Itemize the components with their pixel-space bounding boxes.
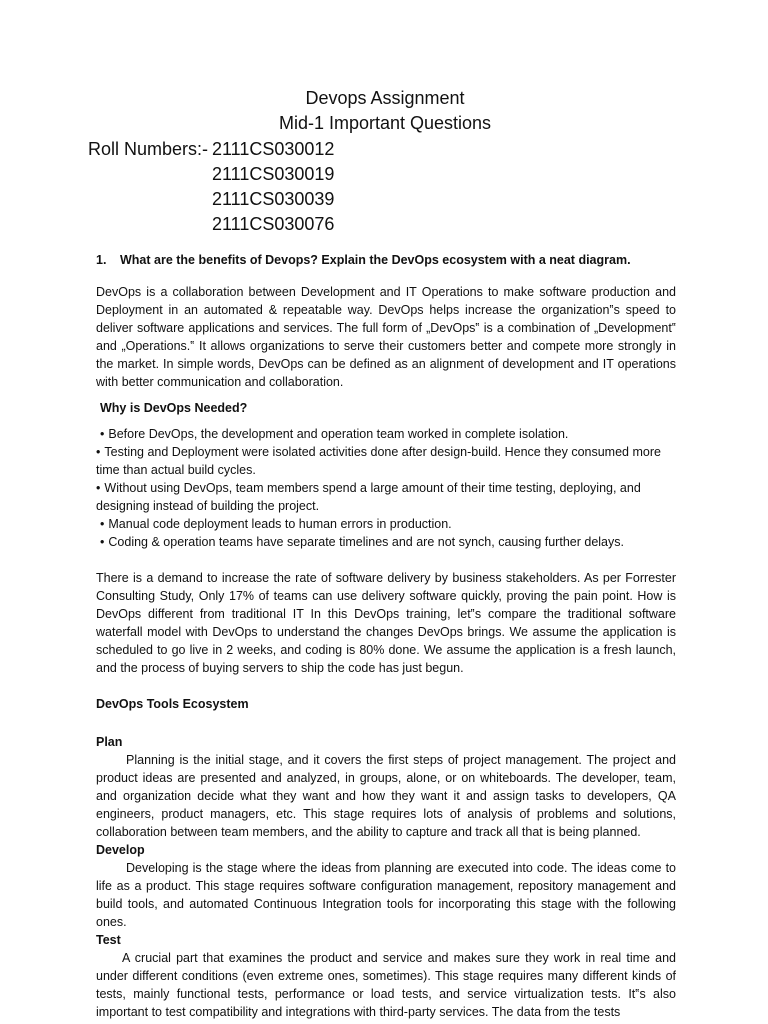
roll-number: 2111CS030012 (212, 139, 335, 159)
demand-paragraph: There is a demand to increase the rate of software delivery by business stakeholders. As per Forrester Consulting Study, Only 17% of teams can use delivery software quickly, proving the pain point. How is DevOps different from traditional IT In this DevOps training, let‟s compare the traditional software waterfall model with DevOps to understand the changes DevOps brings. We assume the application is scheduled to go live in 2 weeks, and coding is 80% done. We assume the application is a fresh launch, and the process of buying servers to ship the code has just begun. (96, 571, 676, 675)
roll-number: 2111CS030019 (212, 164, 335, 184)
why-heading: Why is DevOps Needed? (100, 401, 248, 415)
list-item: • Manual code deployment leads to human errors in production. (100, 517, 452, 531)
roll-numbers-label: Roll Numbers:- (88, 139, 209, 159)
ecosystem-heading: DevOps Tools Ecosystem (96, 697, 249, 711)
roll-number: 2111CS030039 (212, 189, 335, 209)
list-item: • Coding & operation teams have separate timelines and are not synch, causing further delays. (100, 535, 624, 549)
test-paragraph: A crucial part that examines the product and service and makes sure they work in real time and under different conditions (even extreme ones, sometimes). This stage requires many different kinds of tests, mainly functional tests, performance or load tests, and service virtualization tests. It‟s also important to test compatibility and integrations with third-party services. The data from the tests (96, 951, 676, 1019)
title-block (0, 86, 768, 136)
list-item: • Testing and Deployment were isolated activities done after design-build. Hence they consumed more time than actual build cycles. (96, 445, 661, 477)
question-heading (96, 251, 676, 269)
question-text: What are the benefits of Devops? Explain the DevOps ecosystem with a neat diagram. (120, 253, 631, 267)
intro-paragraph: DevOps is a collaboration between Development and IT Operations to make software production and Deployment in an automated & repeatable way. DevOps helps increase the organization‟s speed to deliver software applications and services. The full form of „DevOps‟ is a combination of „Development‟ and „Operations.‟ It allows organizations to serve their customers better and compete more strongly in the market. In simple words, DevOps can be defined as an alignment of development and IT operations with better communication and collaboration. (96, 285, 676, 389)
bullet-list (96, 425, 676, 551)
develop-paragraph: Developing is the stage where the ideas from planning are executed into code. The ideas come to life as a product. This stage requires software configuration management, repository management and build tools, and automated Continuous Integration tools for incorporating this stage with the following ones. (96, 861, 676, 929)
roll-numbers (88, 137, 334, 237)
plan-paragraph: Planning is the initial stage, and it covers the first steps of project management. The project and product ideas are presented and analyzed, in groups, alone, or on whiteboards. The developer, team, and organization decide what they want and how they want it and assign tasks to developers, QA engineers, product managers, etc. This stage requires lots of analysis of problems and solutions, collaboration between team members, and the ability to capture and track all that is being planned. (96, 753, 676, 839)
document-subtitle: Mid-1 Important Questions (278, 113, 492, 133)
develop-heading: Develop (96, 843, 145, 857)
plan-heading: Plan (96, 735, 123, 749)
test-heading: Test (96, 933, 121, 947)
document-title: Devops Assignment (305, 88, 465, 108)
list-item: • Before DevOps, the development and operation team worked in complete isolation. (100, 427, 569, 441)
document-body (96, 251, 676, 1021)
list-item: • Without using DevOps, team members spend a large amount of their time testing, deploying, and designing instead of building the project. (96, 481, 641, 513)
roll-number: 2111CS030076 (212, 214, 335, 234)
question-number: 1. (96, 253, 107, 267)
